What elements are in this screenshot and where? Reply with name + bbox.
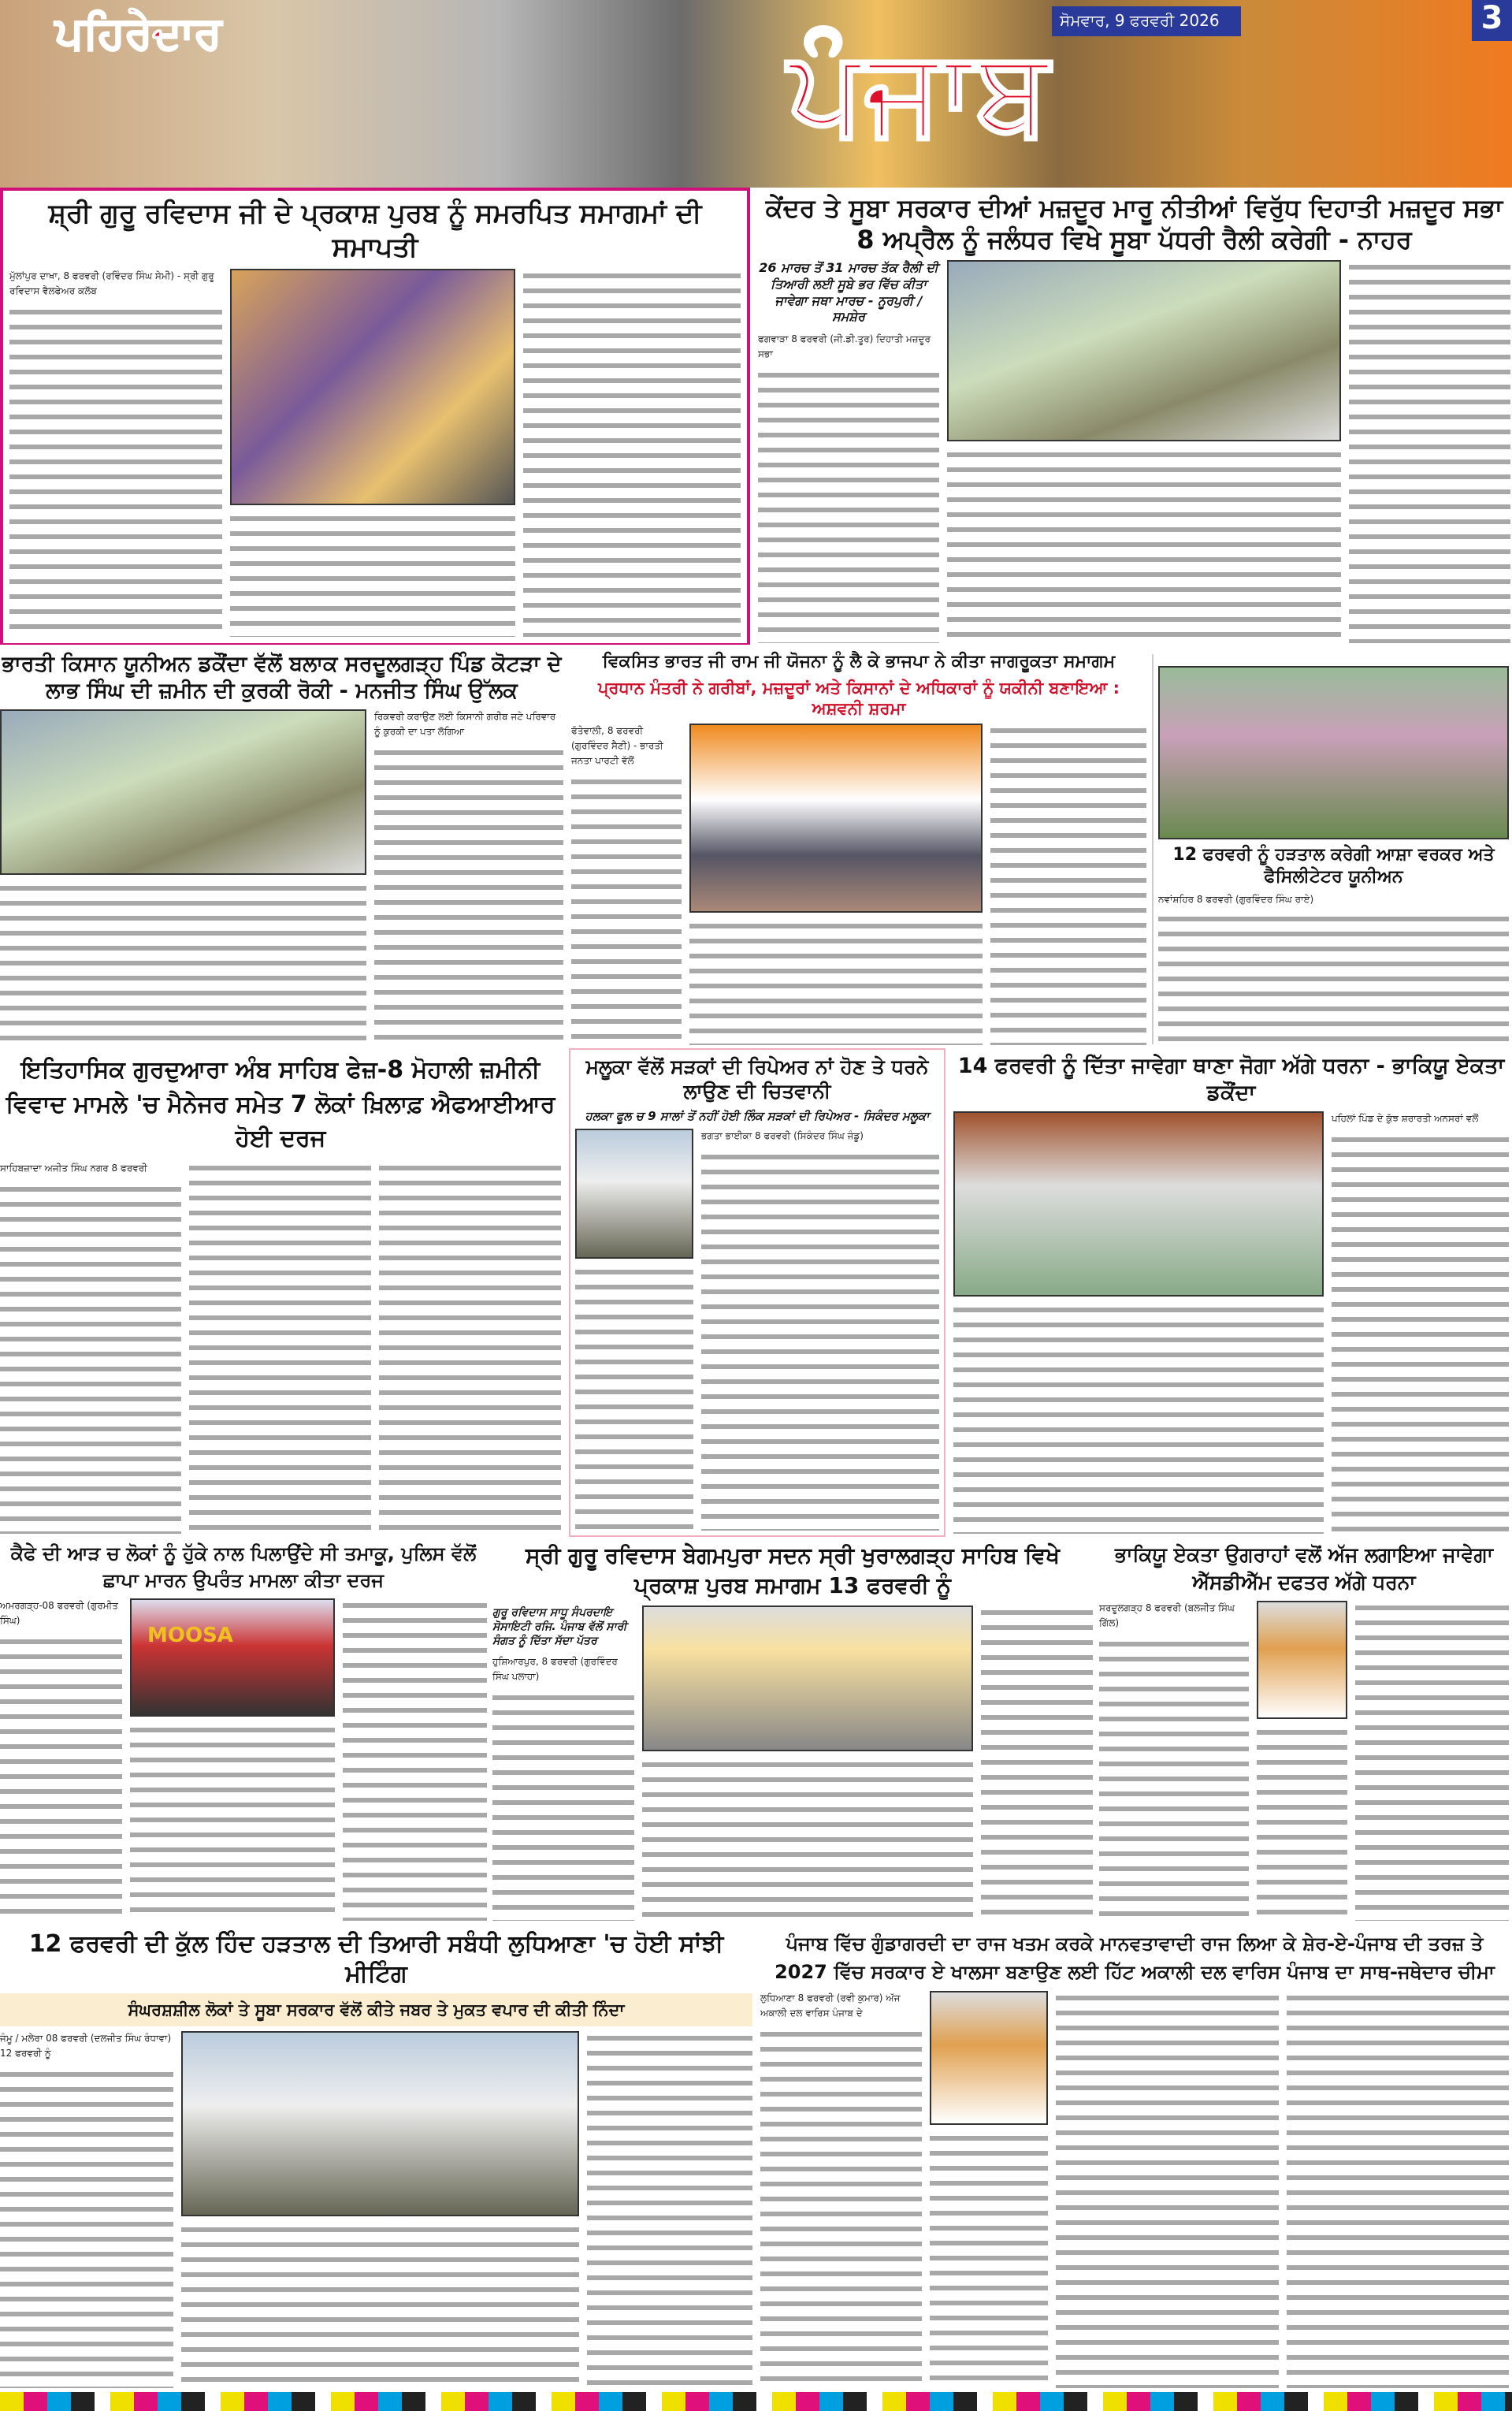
article-column	[981, 1605, 1093, 1921]
article-photo	[0, 709, 366, 875]
article-column	[758, 260, 939, 643]
article-lead: ਭਗਤਾ ਭਾਈਕਾ 8 ਫਰਵਰੀ (ਸਿਕੰਦਰ ਸਿੰਘ ਜੰਡੂ)	[701, 1129, 939, 1144]
article-column	[930, 1991, 1048, 2388]
article-lead: ਹੁਸ਼ਿਆਰਪੁਰ, 8 ਫਰਵਰੀ (ਗੁਰਵਿੰਦਰ ਸਿੰਘ ਪਲਾਹਾ)	[492, 1654, 634, 1684]
headline: ਭਾਕਿਯੂ ਏਕਤਾ ਉਗਰਾਹਾਂ ਵਲੋਂ ਅੱਜ ਲਗਾਇਆ ਜਾਵੇਗਾ ਐੱਸਡੀਐੱਮ ਦਫਤਰ ਅੱਗੇ ਧਰਨਾ	[1115, 1543, 1493, 1594]
story-cafe	[0, 1541, 487, 1921]
article-text	[930, 2131, 1048, 2388]
subheadline: ਹਲਕਾ ਫੂਲ ਚ 9 ਸਾਲਾਂ ਤੋਂ ਨਹੀਂ ਹੋਈ ਲਿੰਕ ਸੜਕਾਂ ਦੀ ਰਿਪੇਅਰ - ਸਿਕੰਦਰ ਮਲੂਕਾ	[585, 1108, 930, 1123]
article-column	[990, 724, 1146, 1045]
article-text	[0, 2067, 173, 2388]
portrait-photo	[575, 1129, 693, 1259]
article-body	[575, 1129, 939, 1531]
article-text	[492, 1691, 634, 1921]
article-text	[1056, 1991, 1279, 2388]
article-column	[1332, 1111, 1509, 1535]
article-photo	[642, 1605, 973, 1751]
article-text	[1355, 1601, 1509, 1921]
article-text	[758, 368, 939, 643]
color-registration-bar	[0, 2392, 1512, 2411]
column-divider	[1152, 654, 1154, 1044]
story-cheema	[760, 1929, 1509, 2388]
article-body	[0, 1598, 487, 1921]
article-text	[1257, 1725, 1347, 1921]
article-text	[1332, 1133, 1509, 1535]
story-gurdwara	[0, 1053, 561, 1534]
article-body	[571, 724, 1146, 1045]
article-text	[1099, 1637, 1249, 1921]
article-body	[0, 2031, 752, 2388]
article-body	[9, 269, 741, 637]
article-column	[0, 2031, 173, 2388]
article-text	[1349, 260, 1510, 643]
article-column	[1257, 1601, 1347, 1921]
article-column	[642, 1605, 973, 1921]
article-column	[947, 260, 1341, 643]
article-text	[1287, 1991, 1510, 2388]
article-lead: ਰਿਕਵਰੀ ਕਰਾਉਣ ਲਈ ਕਿਸਾਨੀ ਗਰੀਬ ਜਟੇ ਪਰਿਵਾਰ ਨੂੰ ਕੁਰਕੀ ਦਾ ਪਤਾ ਲੱਗਿਆ	[374, 709, 563, 739]
article-column	[0, 1598, 122, 1921]
article-column	[1355, 1601, 1509, 1921]
article-column	[1056, 1991, 1279, 2388]
article-photo	[1158, 666, 1509, 839]
headline: 12 ਫਰਵਰੀ ਦੀ ਕੁੱਲ ਹਿੰਦ ਹੜਤਾਲ ਦੀ ਤਿਆਰੀ ਸਬੰਧੀ ਲੁਧਿਆਣਾ 'ਚ ਹੋਈ ਸਾਂਝੀ ਮੀਟਿੰਗ	[28, 1930, 724, 1988]
article-column	[1099, 1601, 1249, 1921]
article-text	[0, 1182, 181, 1535]
article-lead: ਅਮਰਗੜ੍ਹ-08 ਫਰਵਰੀ (ਗੁਰਮੀਤ ਸਿੰਘ)	[0, 1598, 122, 1628]
article-text	[642, 1758, 973, 1921]
masthead-banner	[0, 0, 1512, 188]
article-text	[953, 1303, 1324, 1535]
article-column	[379, 1161, 561, 1535]
article-photo	[953, 1111, 1324, 1297]
article-text	[523, 269, 741, 637]
headline: ਸ਼੍ਰੀ ਗੁਰੂ ਰਵਿਦਾਸ ਜੀ ਦੇ ਪ੍ਰਕਾਸ਼ ਪੁਰਬ ਨੂੰ ਸਮਰਪਿਤ ਸਮਾਗਮਾਂ ਦੀ ਸਮਾਪਤੀ	[48, 198, 702, 263]
masthead-title: ਪੰਜਾਬ	[788, 24, 1049, 161]
article-column	[587, 2031, 752, 2388]
article-column	[0, 1161, 181, 1535]
article-lead: ਫੱਤੇਵਾਲੀ, 8 ਫਰਵਰੀ (ਗੁਰਵਿੰਦਰ ਸੈਣੀ) - ਭਾਰਤੀ ਜਨਤਾ ਪਾਰਟੀ ਵੱਲੋਂ	[571, 724, 682, 768]
article-text	[701, 1150, 939, 1531]
article-column	[343, 1598, 487, 1921]
article-body	[1099, 1601, 1509, 1921]
portrait-photo	[930, 1991, 1048, 2125]
article-photo	[689, 724, 983, 913]
article-text	[689, 919, 983, 1045]
article-column	[689, 724, 983, 1045]
article-lead: ਮੁੱਲਾਂਪੁਰ ਦਾਖਾ, 8 ਫਰਵਰੀ (ਰਵਿੰਦਰ ਸਿੰਘ ਸੇਮੀ) - ਸ੍ਰੀ ਗੁਰੂ ਰਵਿਦਾਸ ਵੈਲਫੇਅਰ ਕਲੱਬ	[9, 269, 222, 299]
article-column	[953, 1111, 1324, 1535]
article-text	[374, 746, 563, 1046]
article-body	[758, 260, 1510, 643]
article-column	[571, 724, 682, 1045]
page-number: 3	[1472, 0, 1512, 41]
kicker: ਵਿਕਸਿਤ ਭਾਰਤ ਜੀ ਰਾਮ ਜੀ ਯੋਜਨਾ ਨੂੰ ਲੈ ਕੇ ਭਾਜਪਾ ਨੇ ਕੀਤਾ ਜਾਗਰੂਕਤਾ ਸਮਾਗਮ	[602, 652, 1116, 672]
headline: ਮਲੂਕਾ ਵੱਲੋਂ ਸੜਕਾਂ ਦੀ ਰਿਪੇਅਰ ਨਾਂ ਹੋਣ ਤੇ ਧਰਨੇ ਲਾਉਣ ਦੀ ਚਿਤਵਾਨੀ	[585, 1055, 929, 1103]
article-text	[189, 1161, 371, 1535]
story-rally	[758, 192, 1510, 643]
article-body	[0, 1161, 561, 1535]
article-body	[760, 1991, 1509, 2388]
article-column	[181, 2031, 579, 2388]
article-column	[701, 1129, 939, 1531]
article-column	[1287, 1991, 1510, 2388]
article-text	[981, 1605, 1093, 1921]
article-text	[9, 305, 222, 637]
article-column	[374, 709, 563, 1046]
article-lead: ਫਗਵਾੜਾ 8 ਫਰਵਰੀ (ਜੀ.ਡੀ.ਤੂਰ) ਦਿਹਾਤੀ ਮਜ਼ਦੂਰ ਸਭਾ	[758, 332, 939, 362]
article-text	[760, 2027, 922, 2388]
article-body	[953, 1111, 1509, 1535]
article-text	[575, 1265, 693, 1531]
article-lead: ਨਵਾਂਸ਼ਹਿਰ 8 ਫਰਵਰੀ (ਗੁਰਵਿੰਦਰ ਸਿੰਘ ਰਾਏ)	[1158, 892, 1509, 907]
subheadline: 26 ਮਾਰਚ ਤੋਂ 31 ਮਾਰਚ ਤੱਕ ਰੈਲੀ ਦੀ ਤਿਆਰੀ ਲਈ ਸੂਬੇ ਭਰ ਵਿੱਚ ਕੀਤਾ ਜਾਵੇਗਾ ਜਥਾ ਮਾਰਚ - ਨੂਰਪੁਰੀ / ਸਮਸ਼ੇਰ	[759, 260, 938, 325]
story-ravidas-box	[0, 188, 750, 645]
article-column	[189, 1161, 371, 1535]
article-column	[230, 269, 515, 637]
article-photo: MOOSA	[130, 1598, 335, 1717]
headline: ਕੈਫੇ ਦੀ ਆੜ ਚ ਲੋਕਾਂ ਨੂੰ ਹੁੱਕੇ ਨਾਲ ਪਿਲਾਉਂਦੇ ਸੀ ਤਮਾਕੂ, ਪੁਲਿਸ ਵੱਲੋਂ ਛਾਪਾ ਮਾਰਨ ਉਪਰੰਤ ਮਾਮਲਾ ਕੀਤਾ ਦਰਜ	[10, 1542, 477, 1591]
headline: ਇਤਿਹਾਸਿਕ ਗੁਰਦੁਆਰਾ ਅੰਬ ਸਾਹਿਬ ਫੇਜ਼-8 ਮੋਹਾਲੀ ਜ਼ਮੀਨੀ ਵਿਵਾਦ ਮਾਮਲੇ 'ਚ ਮੈਨੇਜਰ ਸਮੇਤ 7 ਲੋਕਾਂ ਖ਼ਿਲਾਫ਼ ਐਫਆਈਆਰ ਹੋਈ ਦਰਜ	[6, 1056, 555, 1152]
article-column	[0, 709, 366, 1046]
headline: 12 ਫਰਵਰੀ ਨੂੰ ਹੜਤਾਲ ਕਰੇਗੀ ਆਸ਼ਾ ਵਰਕਰ ਅਤੇ ਫੈਸਿਲੀਟੇਟਰ ਯੂਨੀਅਨ	[1172, 845, 1495, 887]
article-column	[130, 1598, 335, 1921]
subheadline: ਗੁਰੂ ਰਵਿਦਾਸ ਸਾਧੂ ਸੰਪਰਦਾਇ ਸੋਸਾਇਟੀ ਰਜਿ. ਪੰਜਾਬ ਵੱਲੋਂ ਸਾਰੀ ਸੰਗਤ ਨੂੰ ਦਿੱਤਾ ਸੱਦਾ ਪੱਤਰ	[492, 1605, 627, 1647]
article-text	[181, 2223, 579, 2388]
headline: ਪੰਜਾਬ ਵਿੱਚ ਗੁੰਡਾਗਰਦੀ ਦਾ ਰਾਜ ਖਤਮ ਕਰਕੇ ਮਾਨਵਤਾਵਾਦੀ ਰਾਜ ਲਿਆ ਕੇ ਸ਼ੇਰ-ਏ-ਪੰਜਾਬ ਦੀ ਤਰਜ਼ ਤੇ 2027 ਵਿੱਚ ਸਰਕਾਰ ਏ ਖਾਲਸਾ ਬਣਾਉਣ ਲਈ ਹਿੱਟ ਅਕਾਲੀ ਦਲ ਵਾਰਿਸ ਪੰਜਾਬ ਦਾ ਸਾਥ-ਜਥੇਦਾਰ ਚੀਮਾ	[775, 1933, 1495, 1983]
article-column	[9, 269, 222, 637]
article-text	[0, 881, 366, 1046]
article-lead: ਸਰਦੂਲਗੜ੍ਹ 8 ਫਰਵਰੀ (ਬਲਜੀਤ ਸਿੰਘ ਗਿੱਲ)	[1099, 1601, 1249, 1631]
story-ugrahan	[1099, 1541, 1509, 1921]
headline: ਪ੍ਰਧਾਨ ਮੰਤਰੀ ਨੇ ਗਰੀਬਾਂ, ਮਜ਼ਦੂਰਾਂ ਅਤੇ ਕਿਸਾਨਾਂ ਦੇ ਅਧਿਕਾਰਾਂ ਨੂੰ ਯਕੀਨੀ ਬਣਾਇਆ : ਅਸ਼ਵਨੀ ਸ਼ਰਮਾ	[597, 678, 1120, 718]
article-lead: ਜੰਮੂ / ਮਲੇਰਾ 08 ਫਰਵਰੀ (ਦਲਜੀਤ ਸਿੰਘ ਰੰਧਾਵਾ) 12 ਫਰਵਰੀ ਨੂੰ	[0, 2031, 173, 2061]
article-text	[947, 448, 1341, 643]
article-text	[0, 1635, 122, 1921]
article-column	[1349, 260, 1510, 643]
article-column	[575, 1129, 693, 1531]
article-body	[0, 709, 563, 1046]
article-lead: ਲੁਧਿਆਣਾ 8 ਫਰਵਰੀ (ਰਵੀ ਕੁਮਾਰ) ਅੱਜ ਅਕਾਲੀ ਦਲ ਵਾਰਿਸ ਪੰਜਾਬ ਦੇ	[760, 1991, 922, 2021]
story-maluka-box	[569, 1048, 945, 1537]
story-bjp	[571, 651, 1146, 1045]
headline: 14 ਫਰਵਰੀ ਨੂੰ ਦਿੱਤਾ ਜਾਵੇਗਾ ਥਾਣਾ ਜੋਗਾ ਅੱਗੇ ਧਰਨਾ - ਭਾਕਿਯੂ ਏਕਤਾ ਡਕੌਂਦਾ	[957, 1054, 1505, 1105]
story-kurki	[0, 651, 563, 1045]
article-text	[230, 512, 515, 637]
article-photo	[947, 260, 1341, 441]
story-khuralgarh	[492, 1541, 1093, 1921]
article-column	[523, 269, 741, 637]
story-dharna-joga	[953, 1053, 1509, 1534]
subheadline-band	[0, 1993, 752, 2026]
headline: ਕੇਂਦਰ ਤੇ ਸੂਬਾ ਸਰਕਾਰ ਦੀਆਂ ਮਜ਼ਦੂਰ ਮਾਰੂ ਨੀਤੀਆਂ ਵਿਰੁੱਧ ਦਿਹਾਤੀ ਮਜ਼ਦੂਰ ਸਭਾ 8 ਅਪ੍ਰੈਲ ਨੂੰ ਜਲੰਧਰ ਵਿਖੇ ਸੂਬਾ ਪੱਧਰੀ ਰੈਲੀ ਕਰੇਗੀ - ਨਾਹਰ	[765, 193, 1503, 255]
article-text	[571, 775, 682, 1045]
issue-date: ਸੋਮਵਾਰ, 9 ਫਰਵਰੀ 2026	[1052, 6, 1241, 36]
article-lead: ਪਹਿਲਾਂ ਪਿੰਡ ਦੇ ਕੁੱਝ ਸ਼ਰਾਰਤੀ ਅਨਸਰਾਂ ਵਲੋਂ	[1332, 1111, 1509, 1126]
subheadline: ਸੰਘਰਸ਼ਸ਼ੀਲ ਲੋਕਾਂ ਤੇ ਸੂਬਾ ਸਰਕਾਰ ਵੱਲੋਂ ਕੀਤੇ ਜਬਰ ਤੇ ਮੁਕਤ ਵਪਾਰ ਦੀ ਕੀਤੀ ਨਿੰਦਾ	[128, 2000, 625, 2019]
article-column	[492, 1605, 634, 1921]
section-logo: ਪਹਿਰੇਦਾਰ	[55, 8, 222, 59]
article-text	[130, 1723, 335, 1921]
story-hartal	[0, 1929, 752, 2388]
article-text	[1158, 912, 1509, 1044]
article-text	[379, 1161, 561, 1535]
article-text	[587, 2031, 752, 2388]
headline: ਸ੍ਰੀ ਗੁਰੂ ਰਵਿਦਾਸ ਬੇਗਮਪੁਰਾ ਸਦਨ ਸ੍ਰੀ ਖੁਰਾਲਗੜ੍ਹ ਸਾਹਿਬ ਵਿਖੇ ਪ੍ਰਕਾਸ਼ ਪੁਰਬ ਸਮਾਗਮ 13 ਫਰਵਰੀ ਨੂੰ	[526, 1542, 1060, 1598]
headline: ਭਾਰਤੀ ਕਿਸਾਨ ਯੂਨੀਅਨ ਡਕੌਂਦਾ ਵੱਲੋਂ ਬਲਾਕ ਸਰਦੂਲਗੜ੍ਹ ਪਿੰਡ ਕੋਟੜਾ ਦੇ ਲਾਭ ਸਿੰਘ ਦੀ ਜ਼ਮੀਨ ਦੀ ਕੁਰਕੀ ਰੋਕੀ - ਮਨਜੀਤ ਸਿੰਘ ਉੱਲਕ	[2, 652, 562, 703]
article-lead: ਸਾਹਿਬਜ਼ਾਦਾ ਅਜੀਤ ਸਿੰਘ ਨਗਰ 8 ਫਰਵਰੀ	[0, 1161, 181, 1176]
article-text	[990, 724, 1146, 1045]
portrait-photo	[1257, 1601, 1347, 1719]
article-photo	[181, 2031, 579, 2216]
article-column	[760, 1991, 922, 2388]
article-text	[343, 1598, 487, 1921]
article-body	[492, 1605, 1093, 1921]
article-photo	[230, 269, 515, 505]
story-asha	[1158, 666, 1509, 1044]
